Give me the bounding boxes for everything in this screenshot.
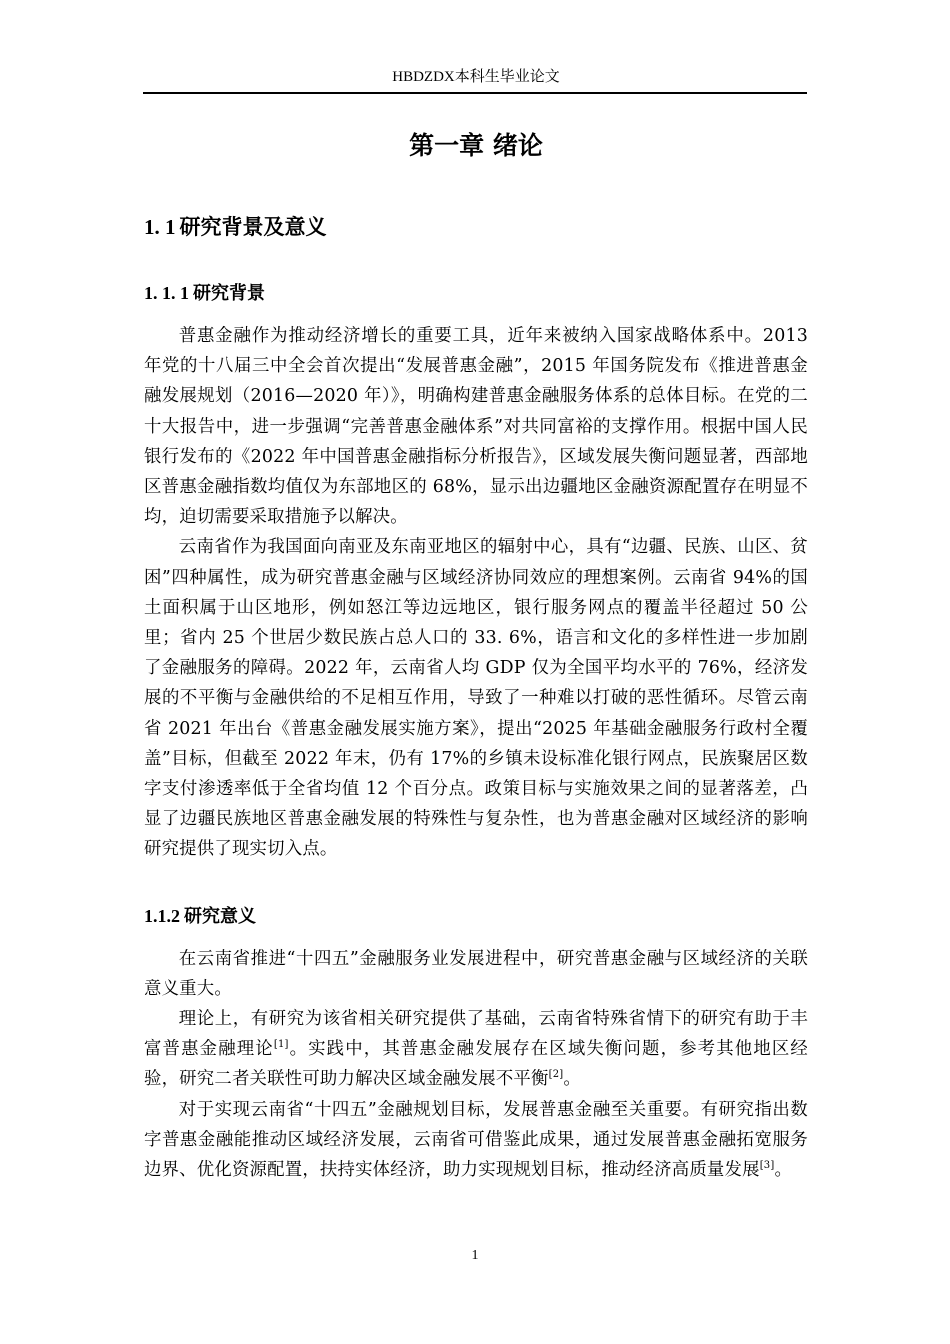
chapter-title: 第一章 绪论 — [409, 131, 543, 160]
citation-3[interactable]: [3] — [759, 1160, 775, 1172]
citation-2[interactable]: [2] — [548, 1069, 564, 1081]
running-header: HBDZDX本科生毕业论文 — [392, 69, 560, 85]
subsection-number: 1. 1. 1 — [144, 283, 189, 303]
paragraph: 普惠金融作为推动经济增长的重要工具，近年来被纳入国家战略体系中。2013 年党的十八届三中全会首次提出“发展普惠金融”，2015 年国务院发布《推进普惠金融发展规划（2016—2020 年）》，明确构建普惠金融服务体系的总体目标。在党的二十大报告中，进一步强调“完善普惠金融体系”对共同富裕的支撑作用。根据中国人民银行发布的《2022 年中国普惠金融指标分析报告》，区域发展失衡问题显著，西部地区普惠金融指数均值仅为东部地区的 68%，显示出边疆地区金融资源配置存在明显不均，迫切需要采取措施予以解决。 — [144, 326, 808, 528]
paragraph-text: 。实践中，其普惠金融发展存在区域失衡问题，参考其他地区经验，研究二者关联性可助力解决区域金融发展不平衡 — [144, 1039, 809, 1090]
paragraph: 在云南省推进“十四五”金融服务业发展进程中，研究普惠金融与区域经济的关联意义重大。 — [144, 948, 808, 999]
paragraph: 云南省作为我国面向南亚及东南亚地区的辐射中心，具有“边疆、民族、山区、贫困”四种属性，成为研究普惠金融与区域经济协同效应的理想案例。云南省 94%的国土面积属于山区地形，例如怒江等边远地区，银行服务网点的覆盖半径超过 50 公里；省内 25 个世居少数民族占总人口的 33. 6%，语言和文化的多样性进一步加剧了金融服务的障碍。2022 年，云南省人均 GDP 仅为全国平均水平的 76%，经济发展的不平衡与金融供给的不足相互作用，导致了一种难以打破的恶性循环。尽管云南省 2021 年出台《普惠金融发展实施方案》，提出“2025 年基础金融服务行政村全覆盖”目标，但截至 2022 年末，仍有 17%的乡镇未设标准化银行网点，民族聚居区数字支付渗透率低于全省均值 12 个百分点。政策目标与实施效果之间的显著落差，凸显了边疆民族地区普惠金融发展的特殊性与复杂性，也为普惠金融对区域经济的影响研究提供了现实切入点。 — [144, 537, 808, 860]
subsection-title: 研究意义 — [184, 905, 256, 927]
paragraph-text: 对于实现云南省“十四五”金融规划目标，发展普惠金融至关重要。有研究指出数字普惠金融能推动区域经济发展，云南省可借鉴此成果，通过发展普惠金融拓宽服务边界、优化资源配置，扶持实体经济，助力实现规划目标，推动经济高质量发展 — [144, 1099, 808, 1181]
subsection-heading-1-1-2 — [144, 901, 808, 932]
header-rule — [143, 92, 807, 94]
subsection-heading-1-1-1 — [144, 278, 808, 309]
citation-1[interactable]: [1] — [273, 1039, 289, 1051]
section-number: 1. 1 — [144, 215, 176, 239]
page-number: 1 — [471, 1248, 479, 1263]
paragraph-text: 理论上，有研究为该省相关研究提供了基础，云南省特殊省情下的研究有助于丰富普惠金融理论 — [144, 1009, 808, 1060]
paragraph-end: 。 — [563, 1069, 581, 1090]
section-title: 研究背景及意义 — [179, 215, 327, 239]
subsection-number: 1.1.2 — [144, 905, 180, 926]
paragraph — [144, 1004, 808, 1095]
subsection-title: 研究背景 — [193, 283, 265, 304]
paragraph — [144, 1095, 808, 1186]
section-heading-1-1 — [144, 212, 808, 242]
paragraph-end: 。 — [774, 1160, 793, 1181]
page-body — [144, 118, 808, 1185]
